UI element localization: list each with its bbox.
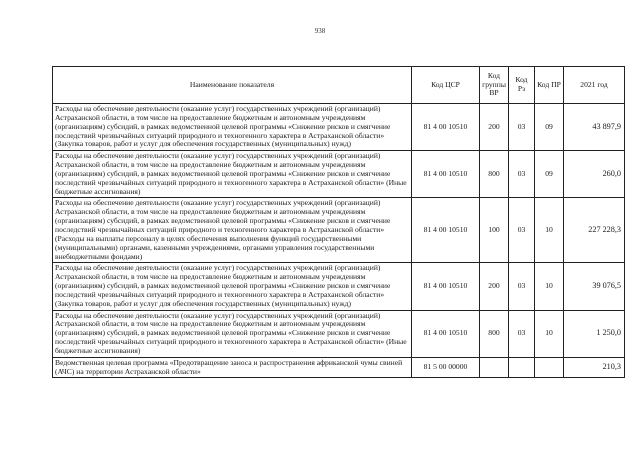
row-rz: 03 [509,310,535,357]
row-rz: 03 [509,263,535,310]
header-csr: Код ЦСР [412,67,480,104]
header-vr: Код группы ВР [480,67,509,104]
row-rz: 03 [509,151,535,198]
row-name: Ведомственная целевая программа «Предотвращение заноса и распространения африканской чумы свиней (АЧС) на территории Астраханской области» [53,357,412,378]
row-amount: 39 076,5 [564,263,625,310]
row-amount: 210,3 [564,357,625,378]
row-rz: 03 [509,104,535,151]
table-row [53,198,625,263]
row-name: Расходы на обеспечение деятельности (оказание услуг) государственных учреждений (организаций) Астраханской области, в том числе на предоставление бюджетным и автономным учреждениям (организациям) субсидий, в рамках ведомственной целевой программы «Снижение рисков и смягчение последствий чрезвычайных ситуаций природного и техногенного характера в Астраханской области» (Закупка товаров, работ и услуг для обеспечения государственных (муниципальных) нужд) [53,104,412,151]
row-csr: 81 4 00 10510 [412,151,480,198]
header-pr: Код ПР [535,67,564,104]
header-year: 2021 год [564,67,625,104]
row-name: Расходы на обеспечение деятельности (оказание услуг) государственных учреждений (организаций) Астраханской области, в том числе на предоставление бюджетным и автономным учреждениям (организациям) субсидий, в рамках ведомственной целевой программы «Снижение рисков и смягчение последствий чрезвычайных ситуаций природного и техногенного характера в Астраханской области» (Иные бюджетные ассигнования) [53,151,412,198]
row-amount: 260,0 [564,151,625,198]
row-name: Расходы на обеспечение деятельности (оказание услуг) государственных учреждений (организаций) Астраханской области, в том числе на предоставление бюджетным и автономным учреждениям (организациям) субсидий, в рамках ведомственной целевой программы «Снижение рисков и смягчение последствий чрезвычайных ситуаций природного и техногенного характера в Астраханской области» (Иные бюджетные ассигнования) [53,310,412,357]
row-pr: 10 [535,310,564,357]
row-name: Расходы на обеспечение деятельности (оказание услуг) государственных учреждений (организаций) Астраханской области, в том числе на предоставление бюджетным и автономным учреждениям (организациям) субсидий, в рамках ведомственной целевой программы «Снижение рисков и смягчение последствий чрезвычайных ситуаций природного и техногенного характера в Астраханской области» (Закупка товаров, работ и услуг для обеспечения государственных (муниципальных) нужд) [53,263,412,310]
row-rz [509,357,535,378]
budget-table [52,66,625,378]
row-pr: 10 [535,198,564,263]
table-row [53,151,625,198]
row-pr: 09 [535,151,564,198]
table-row [53,310,625,357]
table-row [53,357,625,378]
row-name: Расходы на обеспечение деятельности (оказание услуг) государственных учреждений (организаций) Астраханской области, в том числе на предоставление бюджетным и автономным учреждениям (организациям) субсидий, в рамках ведомственной целевой программы «Снижение рисков и смягчение последствий чрезвычайных ситуаций природного и техногенного характера в Астраханской области» (Расходы на выплаты персоналу в целях обеспечения выполнения функций государственными (муниципальными) органами, казенными учреждениями, органами управления государственными внебюджетными фондами) [53,198,412,263]
row-amount: 43 897,9 [564,104,625,151]
row-vr: 100 [480,198,509,263]
row-csr: 81 4 00 10510 [412,198,480,263]
header-name: Наименование показателя [53,67,412,104]
row-vr: 200 [480,104,509,151]
row-vr: 200 [480,263,509,310]
row-pr: 10 [535,263,564,310]
row-csr: 81 5 00 00000 [412,357,480,378]
row-amount: 227 228,3 [564,198,625,263]
row-vr: 800 [480,310,509,357]
header-rz: Код Рз [509,67,535,104]
row-csr: 81 4 00 10510 [412,310,480,357]
table-row [53,263,625,310]
row-rz: 03 [509,198,535,263]
row-pr: 09 [535,104,564,151]
page-number: 938 [314,27,326,35]
row-csr: 81 4 00 10510 [412,263,480,310]
row-vr [480,357,509,378]
table-header-row [53,67,625,104]
row-csr: 81 4 00 10510 [412,104,480,151]
row-pr [535,357,564,378]
row-vr: 800 [480,151,509,198]
row-amount: 1 250,0 [564,310,625,357]
table-row [53,104,625,151]
